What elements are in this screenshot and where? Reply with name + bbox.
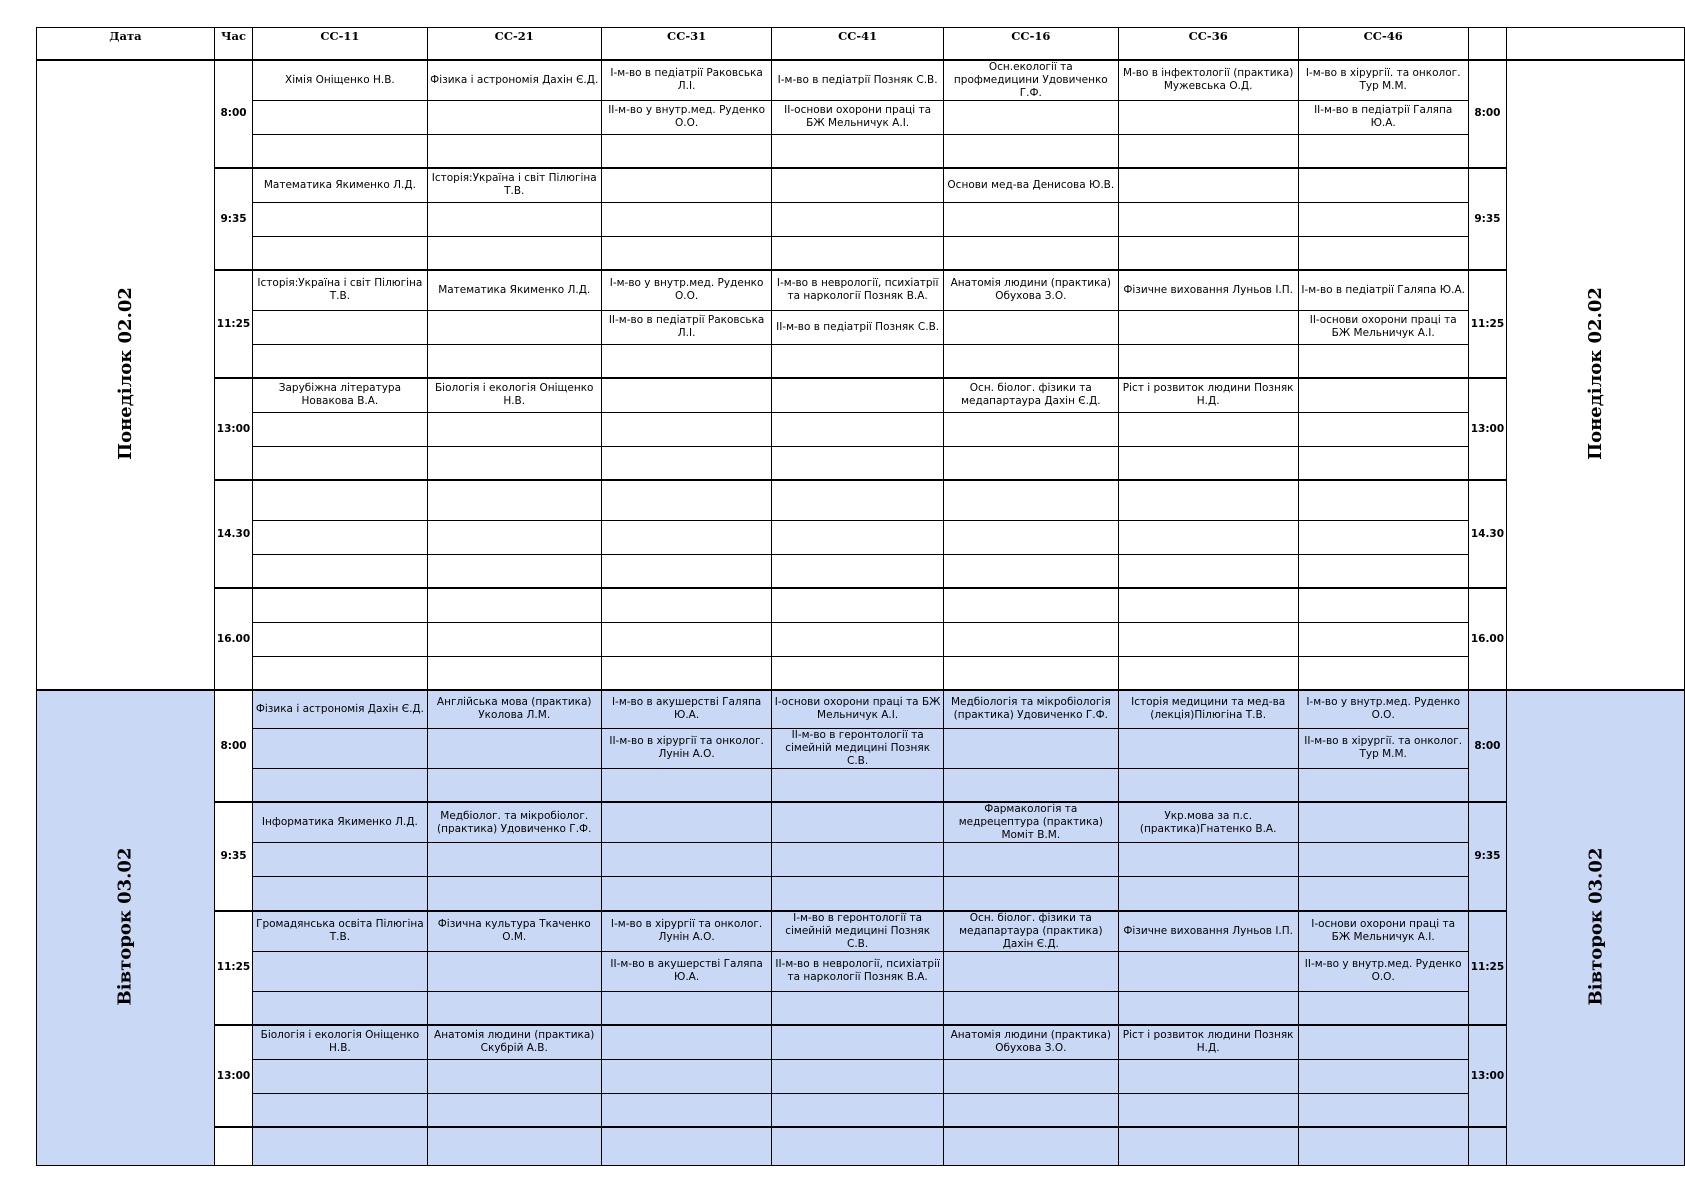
lesson-cell: Анатомія людини (практика) Обухова З.О. — [943, 1025, 1118, 1059]
header-row — [37, 28, 1685, 60]
schedule-sheet — [36, 27, 1685, 1166]
lesson-cell — [1298, 588, 1468, 622]
lesson-cell — [1298, 802, 1468, 843]
lesson-cell — [1118, 446, 1298, 480]
lesson-cell — [1298, 554, 1468, 588]
time-slot-right: 16.00 — [1468, 588, 1506, 690]
lesson-cell: ІІ-м-во в хірургії. та онколог. Тур М.М. — [1298, 728, 1468, 768]
lesson-cell — [427, 100, 601, 134]
time-slot: 8:00 — [214, 60, 252, 169]
lesson-cell — [427, 554, 601, 588]
header-group: СС-21 — [427, 28, 601, 60]
schedule-row — [37, 134, 1685, 168]
lesson-cell — [772, 412, 944, 446]
schedule-row — [37, 378, 1685, 412]
lesson-cell: ІІ-м-во в хірургії та онколог. Лунін А.О. — [601, 728, 771, 768]
lesson-cell — [943, 991, 1118, 1025]
lesson-cell — [427, 412, 601, 446]
lesson-cell: Осн.екології та профмедицини Удовиченко Г.Ф. — [943, 60, 1118, 101]
lesson-cell — [601, 1093, 771, 1127]
lesson-cell — [427, 656, 601, 690]
lesson-cell — [601, 446, 771, 480]
lesson-cell — [943, 100, 1118, 134]
lesson-cell: Осн. біолог. фізики та медапартаура Дахін Є.Д. — [943, 378, 1118, 412]
lesson-cell — [1118, 480, 1298, 520]
lesson-cell — [772, 1025, 944, 1059]
lesson-cell — [253, 344, 427, 378]
schedule-row — [37, 877, 1685, 911]
lesson-cell — [601, 236, 771, 270]
lesson-cell — [1118, 1059, 1298, 1093]
header-time: Час — [214, 28, 252, 60]
lesson-cell — [772, 1093, 944, 1127]
lesson-cell — [772, 134, 944, 168]
lesson-cell: І-м-во у внутр.мед. Руденко О.О. — [1298, 690, 1468, 728]
lesson-cell — [601, 168, 771, 202]
lesson-cell: Медбіологія та мікробіологія (практика) Удовиченко Г.Ф. — [943, 690, 1118, 728]
header-group: СС-41 — [772, 28, 944, 60]
lesson-cell — [1118, 1093, 1298, 1127]
lesson-cell — [943, 1127, 1118, 1165]
lesson-cell — [1298, 446, 1468, 480]
lesson-cell — [772, 1059, 944, 1093]
lesson-cell — [1298, 843, 1468, 877]
lesson-cell — [601, 378, 771, 412]
lesson-cell: Фізичне виховання Луньов І.П. — [1118, 911, 1298, 952]
time-slot-right: 11:25 — [1468, 270, 1506, 378]
lesson-cell: ІІ-м-во в геронтології та сімейній медицині Позняк С.В. — [772, 728, 944, 768]
day-label-right — [1507, 60, 1685, 691]
lesson-cell — [1118, 168, 1298, 202]
lesson-cell: Математика Якименко Л.Д. — [253, 168, 427, 202]
lesson-cell: ІІ-м-во в педіатрії Позняк С.В. — [772, 310, 944, 344]
day-label — [37, 690, 215, 1165]
lesson-cell — [427, 728, 601, 768]
lesson-cell: І-м-во в педіатрії Позняк С.В. — [772, 60, 944, 101]
lesson-cell — [943, 344, 1118, 378]
lesson-cell — [943, 412, 1118, 446]
schedule-row — [37, 911, 1685, 952]
time-slot-right — [1468, 1127, 1506, 1165]
schedule-row — [37, 690, 1685, 728]
lesson-cell: Математика Якименко Л.Д. — [427, 270, 601, 310]
lesson-cell: ІІ-м-во у внутр.мед. Руденко О.О. — [1298, 951, 1468, 991]
lesson-cell — [772, 802, 944, 843]
lesson-cell — [601, 344, 771, 378]
lesson-cell: Біологія і екологія Оніщенко Н.В. — [253, 1025, 427, 1059]
lesson-cell — [253, 1093, 427, 1127]
time-slot: 13:00 — [214, 378, 252, 480]
lesson-cell — [943, 446, 1118, 480]
lesson-cell — [1118, 951, 1298, 991]
header-group: СС-11 — [253, 28, 427, 60]
lesson-cell — [427, 991, 601, 1025]
lesson-cell — [772, 168, 944, 202]
lesson-cell: Фізичне виховання Луньов І.П. — [1118, 270, 1298, 310]
lesson-cell — [427, 1093, 601, 1127]
lesson-cell — [427, 877, 601, 911]
schedule-row — [37, 310, 1685, 344]
lesson-cell — [1298, 991, 1468, 1025]
lesson-cell — [772, 843, 944, 877]
header-group: СС-46 — [1298, 28, 1468, 60]
lesson-cell: ІІ-основи охорони праці та БЖ Мельничук А.І. — [772, 100, 944, 134]
lesson-cell — [772, 236, 944, 270]
lesson-cell: Фармакологія та медрецептура (практика) Моміт В.М. — [943, 802, 1118, 843]
lesson-cell — [427, 622, 601, 656]
lesson-cell — [772, 554, 944, 588]
lesson-cell: Історія медицини та мед-ва (лекція)Пілюгіна Т.В. — [1118, 690, 1298, 728]
lesson-cell — [1118, 412, 1298, 446]
schedule-row — [37, 520, 1685, 554]
schedule-row — [37, 100, 1685, 134]
time-slot-right: 9:35 — [1468, 802, 1506, 911]
lesson-cell: М-во в інфектології (практика) Мужевська О.Д. — [1118, 60, 1298, 101]
schedule-row — [37, 168, 1685, 202]
lesson-cell — [601, 134, 771, 168]
schedule-row — [37, 728, 1685, 768]
day-label-right-text: Вівторок 03.02 — [1585, 847, 1607, 1006]
schedule-row — [37, 1093, 1685, 1127]
day-label-text: Вівторок 03.02 — [114, 847, 136, 1006]
lesson-cell — [601, 412, 771, 446]
lesson-cell — [427, 951, 601, 991]
lesson-cell — [1298, 1025, 1468, 1059]
schedule-row — [37, 843, 1685, 877]
time-slot-right: 13:00 — [1468, 378, 1506, 480]
lesson-cell — [1298, 236, 1468, 270]
schedule-row — [37, 1025, 1685, 1059]
lesson-cell — [253, 310, 427, 344]
lesson-cell: Фізика і астрономія Дахін Є.Д. — [427, 60, 601, 101]
lesson-cell — [1298, 202, 1468, 236]
lesson-cell — [1118, 728, 1298, 768]
lesson-cell — [253, 412, 427, 446]
lesson-cell — [601, 843, 771, 877]
lesson-cell: Фізична культура Ткаченко О.М. — [427, 911, 601, 952]
lesson-cell — [601, 622, 771, 656]
header-date: Дата — [37, 28, 215, 60]
time-slot: 8:00 — [214, 690, 252, 802]
lesson-cell — [772, 991, 944, 1025]
lesson-cell — [253, 843, 427, 877]
lesson-cell — [427, 202, 601, 236]
lesson-cell: І-м-во в хірургії. та онколог. Тур М.М. — [1298, 60, 1468, 101]
lesson-cell: ІІ-м-во в акушерстві Галяпа Ю.А. — [601, 951, 771, 991]
lesson-cell — [772, 520, 944, 554]
lesson-cell — [601, 802, 771, 843]
lesson-cell: Осн. біолог. фізики та медапартаура (практика) Дахін Є.Д. — [943, 911, 1118, 952]
lesson-cell — [1298, 344, 1468, 378]
header-time-right — [1468, 28, 1506, 60]
lesson-cell — [772, 202, 944, 236]
lesson-cell: І-м-во в геронтології та сімейній медицині Позняк С.В. — [772, 911, 944, 952]
lesson-cell — [253, 951, 427, 991]
day-label-right — [1507, 690, 1685, 1165]
lesson-cell — [772, 344, 944, 378]
time-slot: 16.00 — [214, 588, 252, 690]
lesson-cell — [1118, 310, 1298, 344]
lesson-cell — [601, 554, 771, 588]
lesson-cell — [427, 236, 601, 270]
lesson-cell: Історія:Україна і світ Пілюгіна Т.В. — [427, 168, 601, 202]
schedule-row — [37, 202, 1685, 236]
lesson-cell — [1118, 877, 1298, 911]
lesson-cell — [601, 202, 771, 236]
lesson-cell — [943, 480, 1118, 520]
lesson-cell — [1298, 378, 1468, 412]
lesson-cell: ІІ-м-во у внутр.мед. Руденко О.О. — [601, 100, 771, 134]
lesson-cell — [1298, 168, 1468, 202]
lesson-cell — [772, 768, 944, 802]
lesson-cell: Біологія і екологія Оніщенко Н.В. — [427, 378, 601, 412]
time-slot: 11:25 — [214, 270, 252, 378]
header-group: СС-36 — [1118, 28, 1298, 60]
lesson-cell — [253, 588, 427, 622]
lesson-cell: І-м-во в акушерстві Галяпа Ю.А. — [601, 690, 771, 728]
lesson-cell: Зарубіжна література Новакова В.А. — [253, 378, 427, 412]
lesson-cell — [601, 1127, 771, 1165]
lesson-cell: Інформатика Якименко Л.Д. — [253, 802, 427, 843]
lesson-cell: Хімія Оніщенко Н.В. — [253, 60, 427, 101]
lesson-cell — [427, 446, 601, 480]
lesson-cell — [427, 1059, 601, 1093]
lesson-cell — [943, 656, 1118, 690]
time-slot-right: 8:00 — [1468, 690, 1506, 802]
lesson-cell — [943, 1093, 1118, 1127]
lesson-cell — [1118, 622, 1298, 656]
lesson-cell — [427, 134, 601, 168]
lesson-cell — [943, 877, 1118, 911]
lesson-cell: ІІ-м-во в педіатрії Галяпа Ю.А. — [1298, 100, 1468, 134]
lesson-cell — [253, 480, 427, 520]
lesson-cell — [427, 843, 601, 877]
time-slot: 14.30 — [214, 480, 252, 588]
lesson-cell: Ріст і розвиток людини Позняк Н.Д. — [1118, 1025, 1298, 1059]
lesson-cell: Ріст і розвиток людини Позняк Н.Д. — [1118, 378, 1298, 412]
lesson-cell — [253, 446, 427, 480]
header-group: СС-31 — [601, 28, 771, 60]
lesson-cell — [1298, 520, 1468, 554]
lesson-cell — [601, 656, 771, 690]
lesson-cell — [427, 344, 601, 378]
lesson-cell — [1118, 843, 1298, 877]
lesson-cell — [772, 1127, 944, 1165]
time-slot-right: 13:00 — [1468, 1025, 1506, 1127]
lesson-cell — [943, 1059, 1118, 1093]
lesson-cell: І-м-во у внутр.мед. Руденко О.О. — [601, 270, 771, 310]
lesson-cell — [1298, 1127, 1468, 1165]
lesson-cell — [1298, 622, 1468, 656]
lesson-cell — [943, 134, 1118, 168]
lesson-cell — [253, 622, 427, 656]
time-slot-right: 11:25 — [1468, 911, 1506, 1026]
lesson-cell — [943, 951, 1118, 991]
lesson-cell — [1298, 1059, 1468, 1093]
lesson-cell — [1118, 768, 1298, 802]
lesson-cell — [427, 480, 601, 520]
lesson-cell: ІІ-м-во в неврології, психіатрії та наркології Позняк В.А. — [772, 951, 944, 991]
lesson-cell — [1298, 877, 1468, 911]
lesson-cell — [1118, 202, 1298, 236]
lesson-cell: Фізика і астрономія Дахін Є.Д. — [253, 690, 427, 728]
time-slot — [214, 1127, 252, 1165]
schedule-row — [37, 1059, 1685, 1093]
lesson-cell — [1298, 768, 1468, 802]
lesson-cell: Медбіолог. та мікробіолог. (практика) Удовиченко Г.Ф. — [427, 802, 601, 843]
time-slot-right: 14.30 — [1468, 480, 1506, 588]
schedule-row — [37, 1127, 1685, 1165]
lesson-cell — [1298, 480, 1468, 520]
lesson-cell — [253, 1059, 427, 1093]
lesson-cell — [1118, 991, 1298, 1025]
lesson-cell — [253, 991, 427, 1025]
header-group: СС-16 — [943, 28, 1118, 60]
lesson-cell — [253, 134, 427, 168]
lesson-cell — [427, 1127, 601, 1165]
lesson-cell: Основи мед-ва Денисова Ю.В. — [943, 168, 1118, 202]
lesson-cell: Англійська мова (практика) Уколова Л.М. — [427, 690, 601, 728]
lesson-cell — [601, 768, 771, 802]
day-label-right-text: Понеділок 02.02 — [1585, 286, 1607, 460]
lesson-cell — [253, 768, 427, 802]
schedule-row — [37, 480, 1685, 520]
lesson-cell: Історія:Україна і світ Пілюгіна Т.В. — [253, 270, 427, 310]
lesson-cell — [253, 236, 427, 270]
lesson-cell — [427, 768, 601, 802]
schedule-row — [37, 951, 1685, 991]
lesson-cell: І-основи охорони праці та БЖ Мельничук А.І. — [1298, 911, 1468, 952]
lesson-cell — [1118, 236, 1298, 270]
lesson-cell: Громадянська освіта Пілюгіна Т.В. — [253, 911, 427, 952]
lesson-cell — [1118, 1127, 1298, 1165]
schedule-row — [37, 554, 1685, 588]
lesson-cell — [1118, 554, 1298, 588]
lesson-cell — [772, 877, 944, 911]
lesson-cell: Анатомія людини (практика) Скубрій А.В. — [427, 1025, 601, 1059]
lesson-cell — [601, 877, 771, 911]
schedule-row — [37, 991, 1685, 1025]
lesson-cell — [772, 480, 944, 520]
schedule-row — [37, 588, 1685, 622]
lesson-cell — [772, 622, 944, 656]
lesson-cell — [601, 480, 771, 520]
lesson-cell — [772, 588, 944, 622]
lesson-cell — [1118, 588, 1298, 622]
lesson-cell — [943, 843, 1118, 877]
schedule-row — [37, 270, 1685, 310]
lesson-cell: ІІ-м-во в педіатрії Раковська Л.І. — [601, 310, 771, 344]
lesson-cell — [943, 554, 1118, 588]
lesson-cell — [772, 656, 944, 690]
lesson-cell — [772, 446, 944, 480]
lesson-cell — [1298, 412, 1468, 446]
schedule-table — [36, 27, 1685, 1166]
lesson-cell: Укр.мова за п.с. (практика)Гнатенко В.А. — [1118, 802, 1298, 843]
lesson-cell — [943, 588, 1118, 622]
lesson-cell — [253, 728, 427, 768]
lesson-cell: І-м-во в педіатрії Раковська Л.І. — [601, 60, 771, 101]
lesson-cell: І-м-во в педіатрії Галяпа Ю.А. — [1298, 270, 1468, 310]
schedule-row — [37, 768, 1685, 802]
time-slot-right: 9:35 — [1468, 168, 1506, 270]
lesson-cell — [601, 991, 771, 1025]
schedule-row — [37, 236, 1685, 270]
lesson-cell — [1118, 100, 1298, 134]
lesson-cell — [253, 1127, 427, 1165]
lesson-cell — [253, 202, 427, 236]
lesson-cell — [1298, 134, 1468, 168]
lesson-cell — [1118, 520, 1298, 554]
lesson-cell — [253, 656, 427, 690]
header-date-right — [1507, 28, 1685, 60]
lesson-cell — [427, 520, 601, 554]
lesson-cell — [253, 520, 427, 554]
schedule-row — [37, 60, 1685, 101]
lesson-cell — [253, 554, 427, 588]
schedule-row — [37, 344, 1685, 378]
lesson-cell — [253, 100, 427, 134]
lesson-cell: І-основи охорони праці та БЖ Мельничук А.І. — [772, 690, 944, 728]
schedule-row — [37, 656, 1685, 690]
lesson-cell — [943, 520, 1118, 554]
lesson-cell: ІІ-основи охорони праці та БЖ Мельничук А.І. — [1298, 310, 1468, 344]
day-label — [37, 60, 215, 691]
lesson-cell — [943, 310, 1118, 344]
lesson-cell — [943, 236, 1118, 270]
lesson-cell: І-м-во в неврології, психіатрії та наркології Позняк В.А. — [772, 270, 944, 310]
time-slot: 9:35 — [214, 802, 252, 911]
lesson-cell — [601, 1025, 771, 1059]
lesson-cell — [1118, 656, 1298, 690]
schedule-row — [37, 446, 1685, 480]
schedule-row — [37, 412, 1685, 446]
lesson-cell — [1118, 344, 1298, 378]
lesson-cell — [1118, 134, 1298, 168]
day-label-text: Понеділок 02.02 — [114, 286, 136, 460]
lesson-cell — [772, 378, 944, 412]
time-slot: 11:25 — [214, 911, 252, 1026]
lesson-cell: Анатомія людини (практика) Обухова З.О. — [943, 270, 1118, 310]
time-slot: 13:00 — [214, 1025, 252, 1127]
schedule-row — [37, 802, 1685, 843]
schedule-row — [37, 622, 1685, 656]
lesson-cell — [1298, 1093, 1468, 1127]
lesson-cell — [943, 728, 1118, 768]
lesson-cell — [601, 520, 771, 554]
lesson-cell — [253, 877, 427, 911]
time-slot: 9:35 — [214, 168, 252, 270]
lesson-cell — [427, 588, 601, 622]
lesson-cell — [943, 768, 1118, 802]
lesson-cell — [427, 310, 601, 344]
lesson-cell — [601, 588, 771, 622]
lesson-cell — [943, 622, 1118, 656]
lesson-cell — [601, 1059, 771, 1093]
lesson-cell — [1298, 656, 1468, 690]
lesson-cell: І-м-во в хірургії та онколог. Лунін А.О. — [601, 911, 771, 952]
lesson-cell — [943, 202, 1118, 236]
time-slot-right: 8:00 — [1468, 60, 1506, 169]
